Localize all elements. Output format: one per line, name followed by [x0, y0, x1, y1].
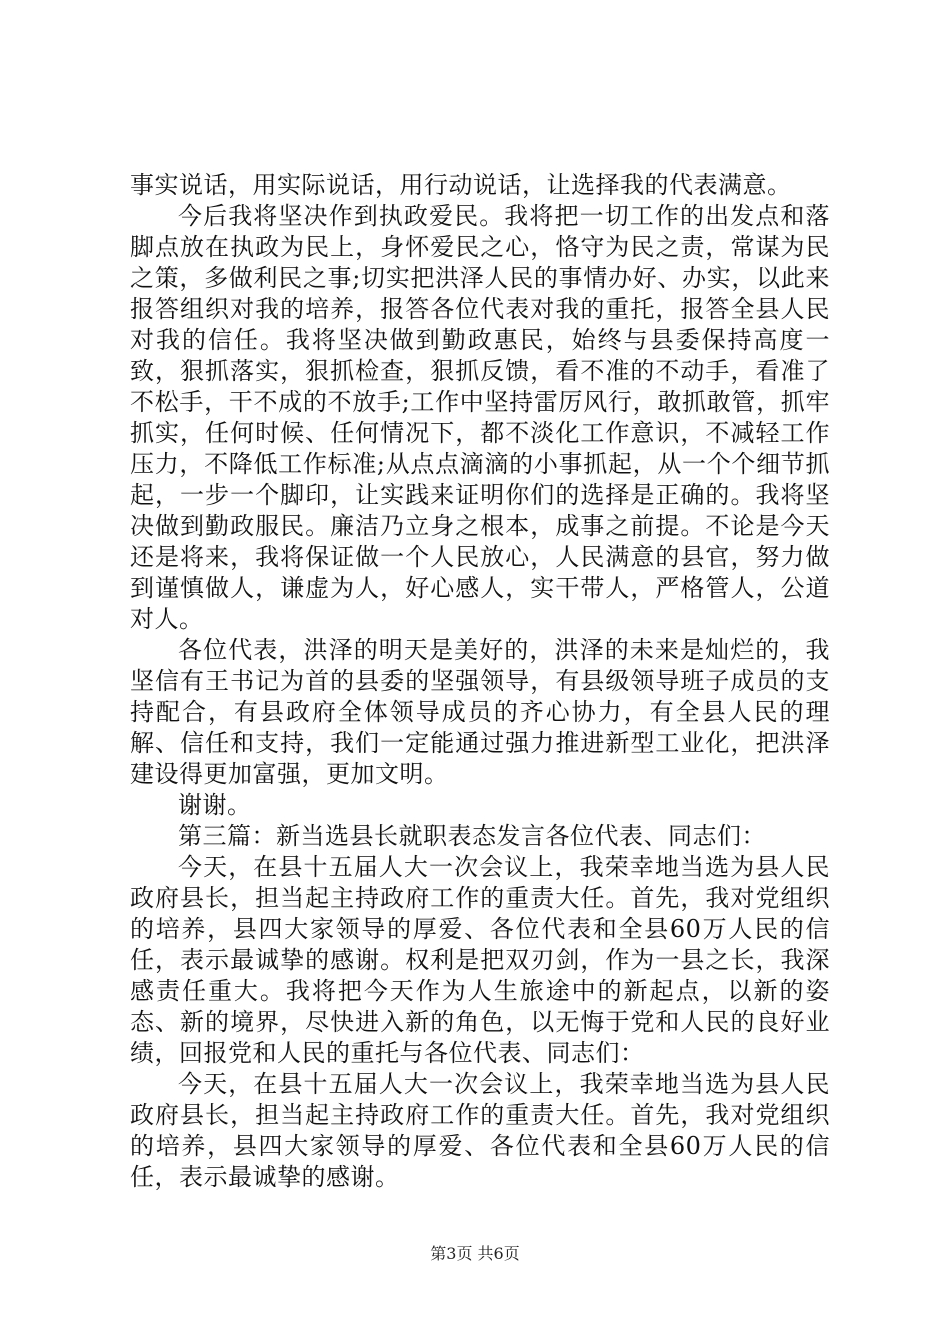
paragraph-6: 今天，在县十五届人大一次会议上，我荣幸地当选为县人民政府县长，担当起主持政府工作的重责大任。首先，我对党组织的培养，县四大家领导的厚爱、各位代表和全县60万人民的信任，表示最诚挚的感谢。 — [130, 1070, 830, 1191]
paragraph-1: 事实说话，用实际说话，用行动说话，让选择我的代表满意。 — [130, 171, 792, 199]
paragraph-5: 今天，在县十五届人大一次会议上，我荣幸地当选为县人民政府县长，担当起主持政府工作的重责大任。首先，我对党组织的培养，县四大家领导的厚爱、各位代表和全县60万人民的信任，表示最诚挚的感谢。权利是把双刃剑，作为一县之长，我深感责任重大。我将把今天作为人生旅途中的新起点，以新的姿态、新的境界，尽快进入新的角色，以无悔于党和人民的良好业绩，回报党和人民的重托与各位代表、同志们： — [130, 853, 830, 1067]
paragraph-2: 今后我将坚决作到执政爱民。我将把一切工作的出发点和落脚点放在执政为民上，身怀爱民之心，恪守为民之责，常谋为民之策，多做利民之事;切实把洪泽人民的事情办好、办实，以此来报答组织对我的培养，报答各位代表对我的重托，报答全县人民对我的信任。我将坚决做到勤政惠民，始终与县委保持高度一致，狠抓落实，狠抓检查，狠抓反馈，看不准的不动手，看准了不松手，干不成的不放手;工作中坚持雷厉风行，敢抓敢管，抓牢抓实，任何时候、任何情况下，都不淡化工作意识，不减轻工作压力，不降低工作标准;从点点滴滴的小事抓起，从一个个细节抓起，一步一个脚印，让实践来证明你们的选择是正确的。我将坚决做到勤政服民。廉洁乃立身之根本，成事之前提。不论是今天还是将来，我将保证做一个人民放心，人民满意的县官，努力做到谨慎做人，谦虚为人，好心感人，实干带人，严格管人，公道对人。 — [130, 202, 830, 633]
paragraph-3: 各位代表，洪泽的明天是美好的，洪泽的未来是灿烂的，我坚信有王书记为首的县委的坚强领导，有县级领导班子成员的支持配合，有县政府全体领导成员的齐心协力，有全县人民的理解、信任和支持，我们一定能通过强力推进新型工业化，把洪泽建设得更加富强，更加文明。 — [130, 636, 830, 788]
page-number-footer: 第3页 共6页 — [430, 1244, 520, 1263]
section-heading: 第三篇：新当选县长就职表态发言各位代表、同志们： — [178, 822, 766, 850]
document-body — [130, 170, 830, 1193]
paragraph-4: 谢谢。 — [178, 791, 252, 819]
